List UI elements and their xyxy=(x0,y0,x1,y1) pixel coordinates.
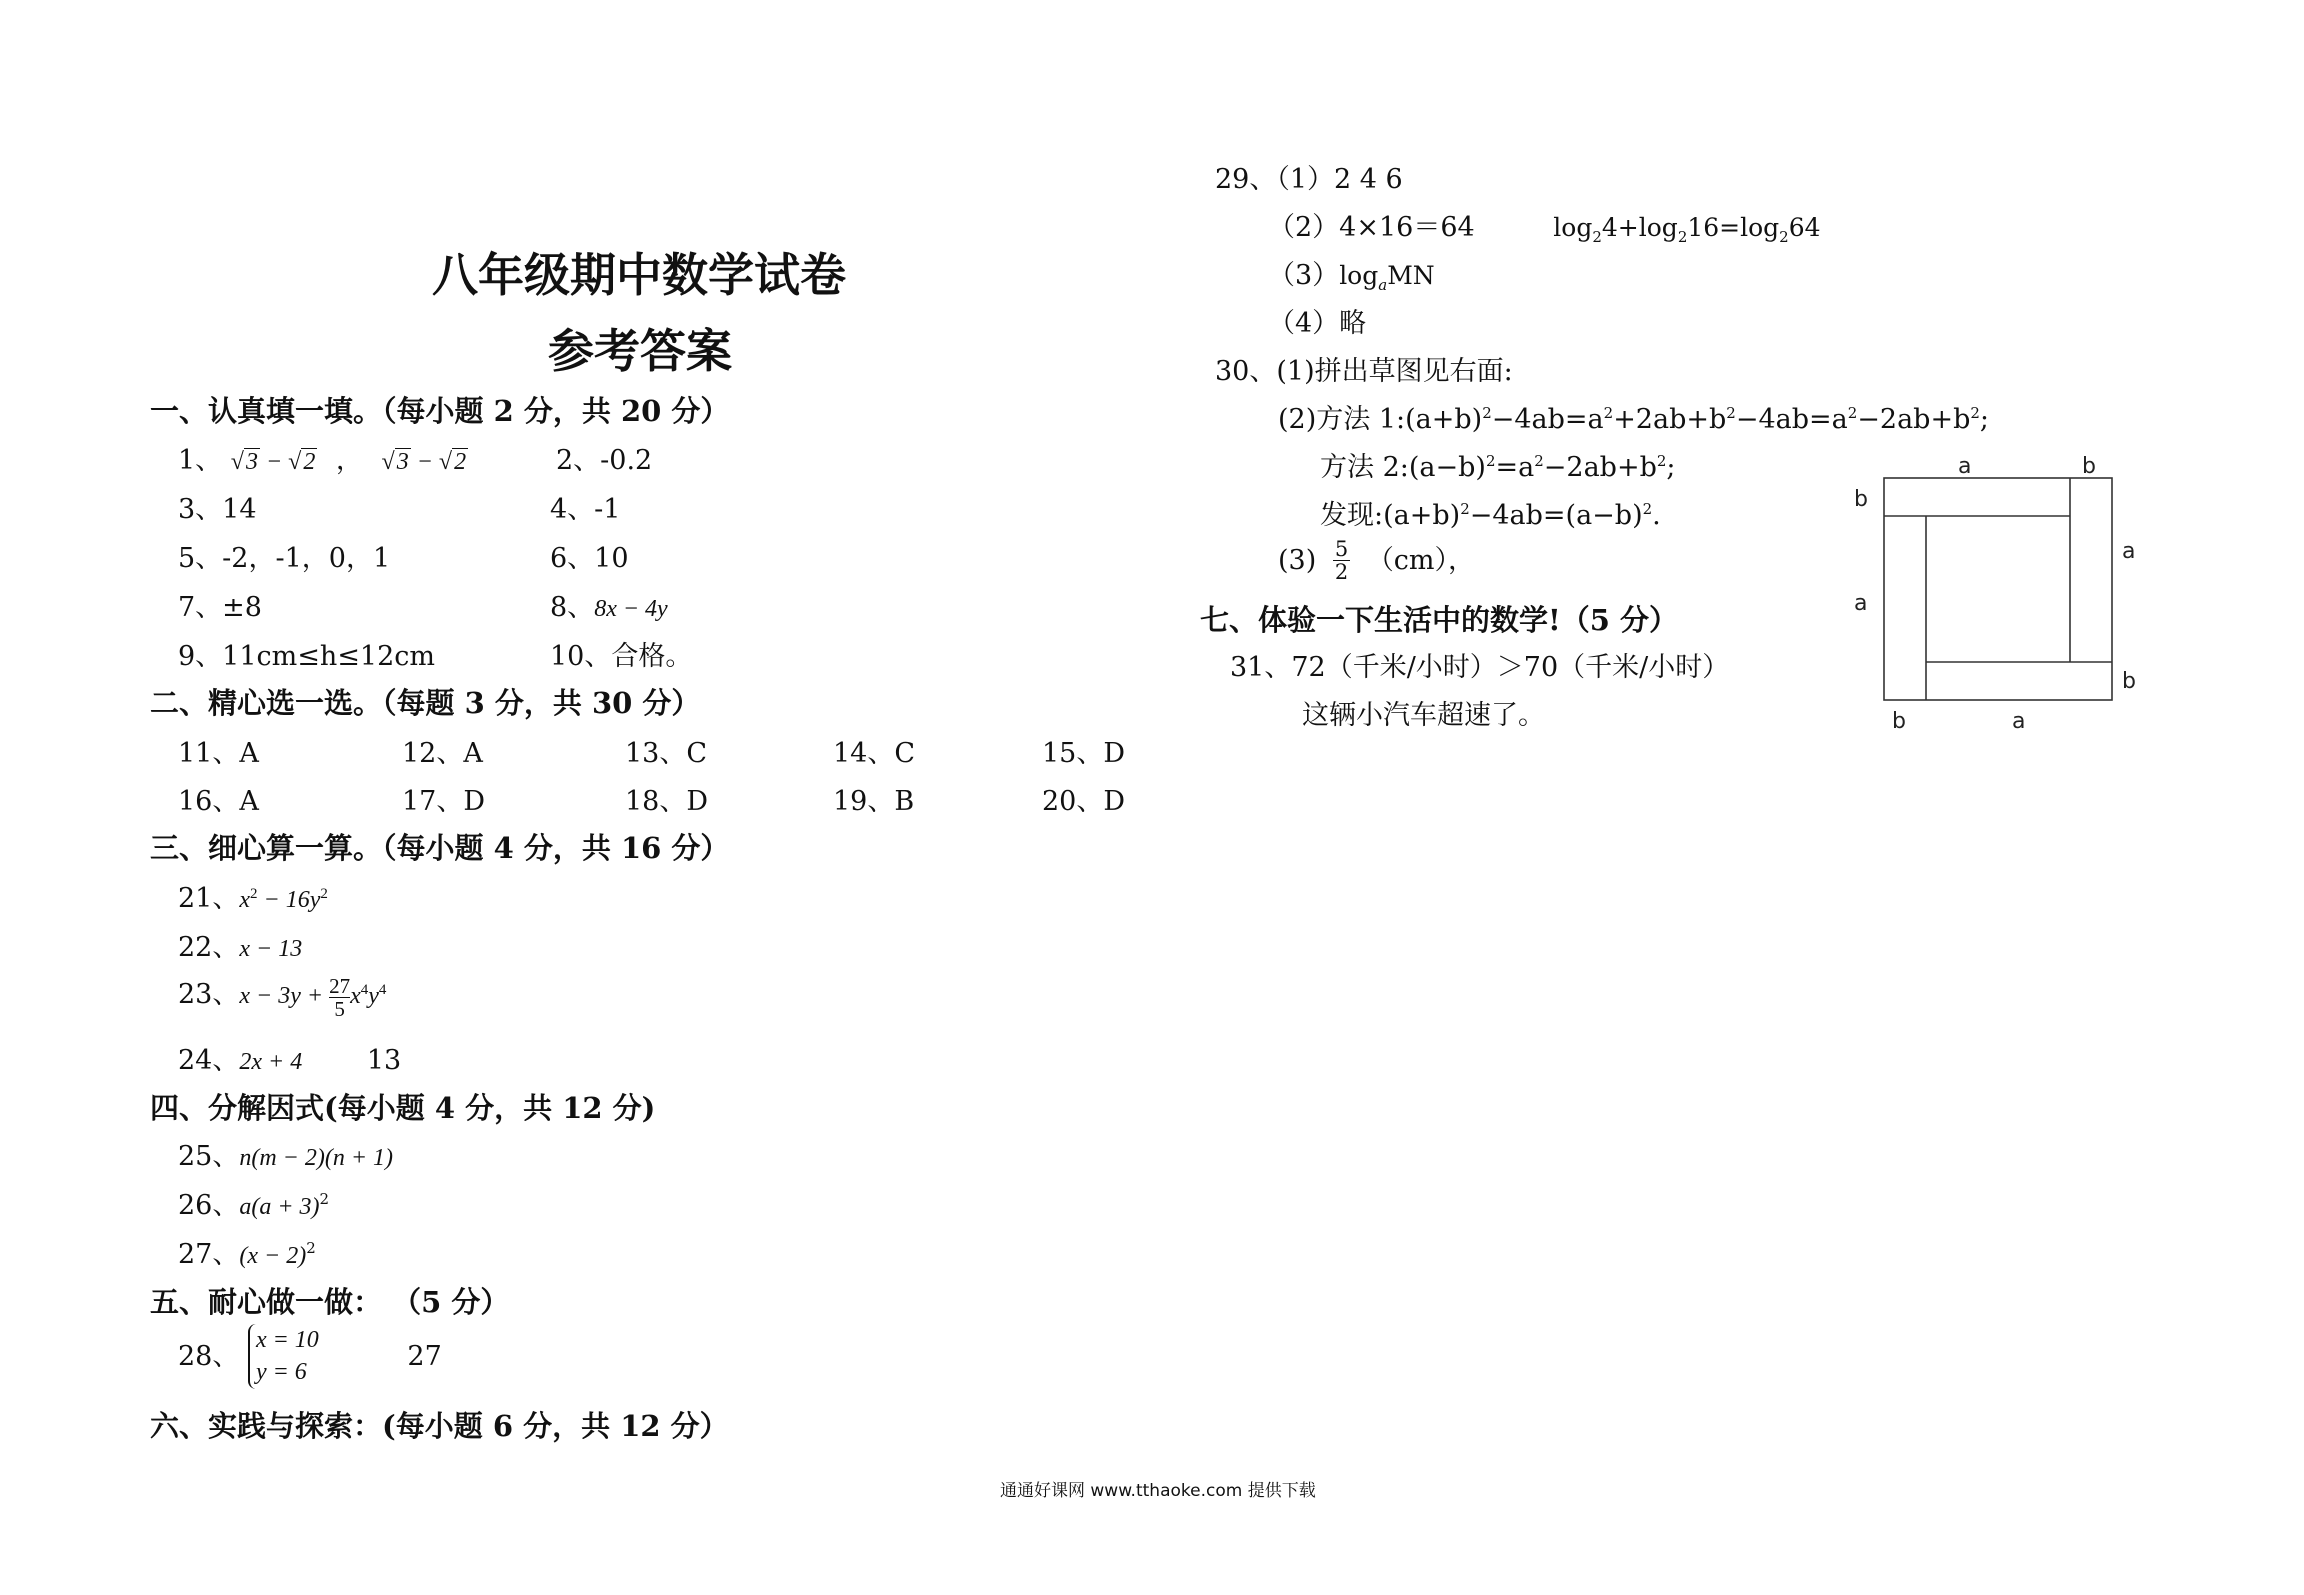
label-bottom-b: b xyxy=(1892,709,1906,734)
answer-9: 9、11cm≤h≤12cm xyxy=(178,641,435,672)
answer-29-4: （4）略 xyxy=(1268,308,1367,339)
outer-square xyxy=(1884,478,2112,700)
section-1-heading: 一、认真填一填。（每小题 2 分，共 20 分） xyxy=(150,394,730,428)
answer-22: 22、x − 13 xyxy=(178,932,303,963)
answer-10: 10、合格。 xyxy=(550,641,693,672)
answer-3: 3、14 xyxy=(178,494,257,525)
answer-6: 6、10 xyxy=(550,543,629,574)
answer-31: 31、72（千米/小时）＞70（千米/小时） xyxy=(1230,652,1730,683)
answer-29-3: $(3)\log_aMN$ xyxy=(1268,260,1435,294)
equation-system: x = 10 y = 6 xyxy=(248,1324,319,1389)
page-title: 八年级期中数学试卷 xyxy=(432,248,846,302)
answer-30-3: 方法 $2:(a-b)^2=a^2-2ab+b^2$; xyxy=(1320,452,1676,483)
label-right-a: a xyxy=(2122,539,2136,564)
answer-30-2: (2)方法 $1:(a+b)^2-4ab=a^2+2ab+b^2-4ab=a^2-2ab+b^2$; xyxy=(1278,404,1990,435)
answer-31-conclusion: 这辆小汽车超速了。 xyxy=(1302,700,1545,731)
section-2-heading: 二、精心选一选。（每题 3 分，共 30 分） xyxy=(150,686,701,720)
answer-30-4: 发现$:(a+b)^2-4ab=(a-b)^2$. xyxy=(1320,500,1661,531)
section-5-heading: 五、耐心做一做： （5 分） xyxy=(150,1285,510,1319)
answer-26: 26、$a(a + 3)^2$ xyxy=(178,1190,330,1221)
answer-27: 27、$(x - 2)^2$ xyxy=(178,1239,316,1270)
answer-12: 12、A xyxy=(402,738,483,769)
answer-13: 13、C xyxy=(625,738,708,769)
answer-8: 8、8x − 4y xyxy=(550,592,668,623)
answer-19: 19、B xyxy=(833,786,915,817)
answer-2: 2、-0.2 xyxy=(556,445,653,476)
answer-5: 5、-2，-1，0，1 xyxy=(178,543,391,574)
answer-17: 17、D xyxy=(402,786,486,817)
answer-23: 23、x − 3y + $\frac{27}{5}$ $x^4y^4$ xyxy=(178,974,387,1022)
answer-16: 16、A xyxy=(178,786,259,817)
answer-18: 18、D xyxy=(625,786,709,817)
answer-28: 28、 x = 10 y = 6 27 xyxy=(178,1324,442,1389)
answer-7: 7、±8 xyxy=(178,592,262,623)
answer-29-2: （2）4×16＝64 $\log_24+\log_216=\log_264$ xyxy=(1268,212,1821,246)
footer-text: 通通好课网 www.tthaoke.com 提供下载 xyxy=(1000,1481,1316,1501)
section-4-heading: 四、分解因式(每小题 4 分，共 12 分) xyxy=(150,1091,656,1125)
label-right-b: b xyxy=(2122,669,2136,694)
answer-4: 4、-1 xyxy=(550,494,621,525)
answer-30-5: (3) $\frac{5}{2}$ （cm）， xyxy=(1278,537,1476,585)
answer-1-expr-a: √3 − √2 xyxy=(230,449,316,475)
section-3-heading: 三、细心算一算。（每小题 4 分，共 16 分） xyxy=(150,831,730,865)
answer-14: 14、C xyxy=(833,738,916,769)
answer-21: 21、$x^2 - 16y^2$ xyxy=(178,883,328,914)
square-figure xyxy=(1850,450,2150,740)
section-6-heading: 六、实践与探索：(每小题 6 分，共 12 分） xyxy=(150,1409,729,1443)
answer-25: 25、n(m − 2)(n + 1) xyxy=(178,1141,394,1172)
page-subtitle: 参考答案 xyxy=(548,324,732,378)
label-left-a: a xyxy=(1854,591,1868,616)
answer-30-1: 30、(1)拼出草图见右面: xyxy=(1215,356,1513,387)
section-7-heading: 七、体验一下生活中的数学!（5 分） xyxy=(1200,603,1679,637)
label-top-b: b xyxy=(2082,454,2096,479)
answer-29-1: 29、（1）2 4 6 xyxy=(1215,164,1403,195)
answer-1: 1、 √3 − √2 ， √3 − √2 xyxy=(178,445,467,476)
label-left-b: b xyxy=(1854,487,1868,512)
answer-24: 24、2x + 4 13 xyxy=(178,1045,402,1076)
answer-15: 15、D xyxy=(1042,738,1126,769)
answer-11: 11、A xyxy=(178,738,259,769)
label-bottom-a: a xyxy=(2012,709,2026,734)
answer-1-expr-b: √3 − √2 xyxy=(381,449,467,475)
label-top-a: a xyxy=(1958,454,1972,479)
answer-20: 20、D xyxy=(1042,786,1126,817)
